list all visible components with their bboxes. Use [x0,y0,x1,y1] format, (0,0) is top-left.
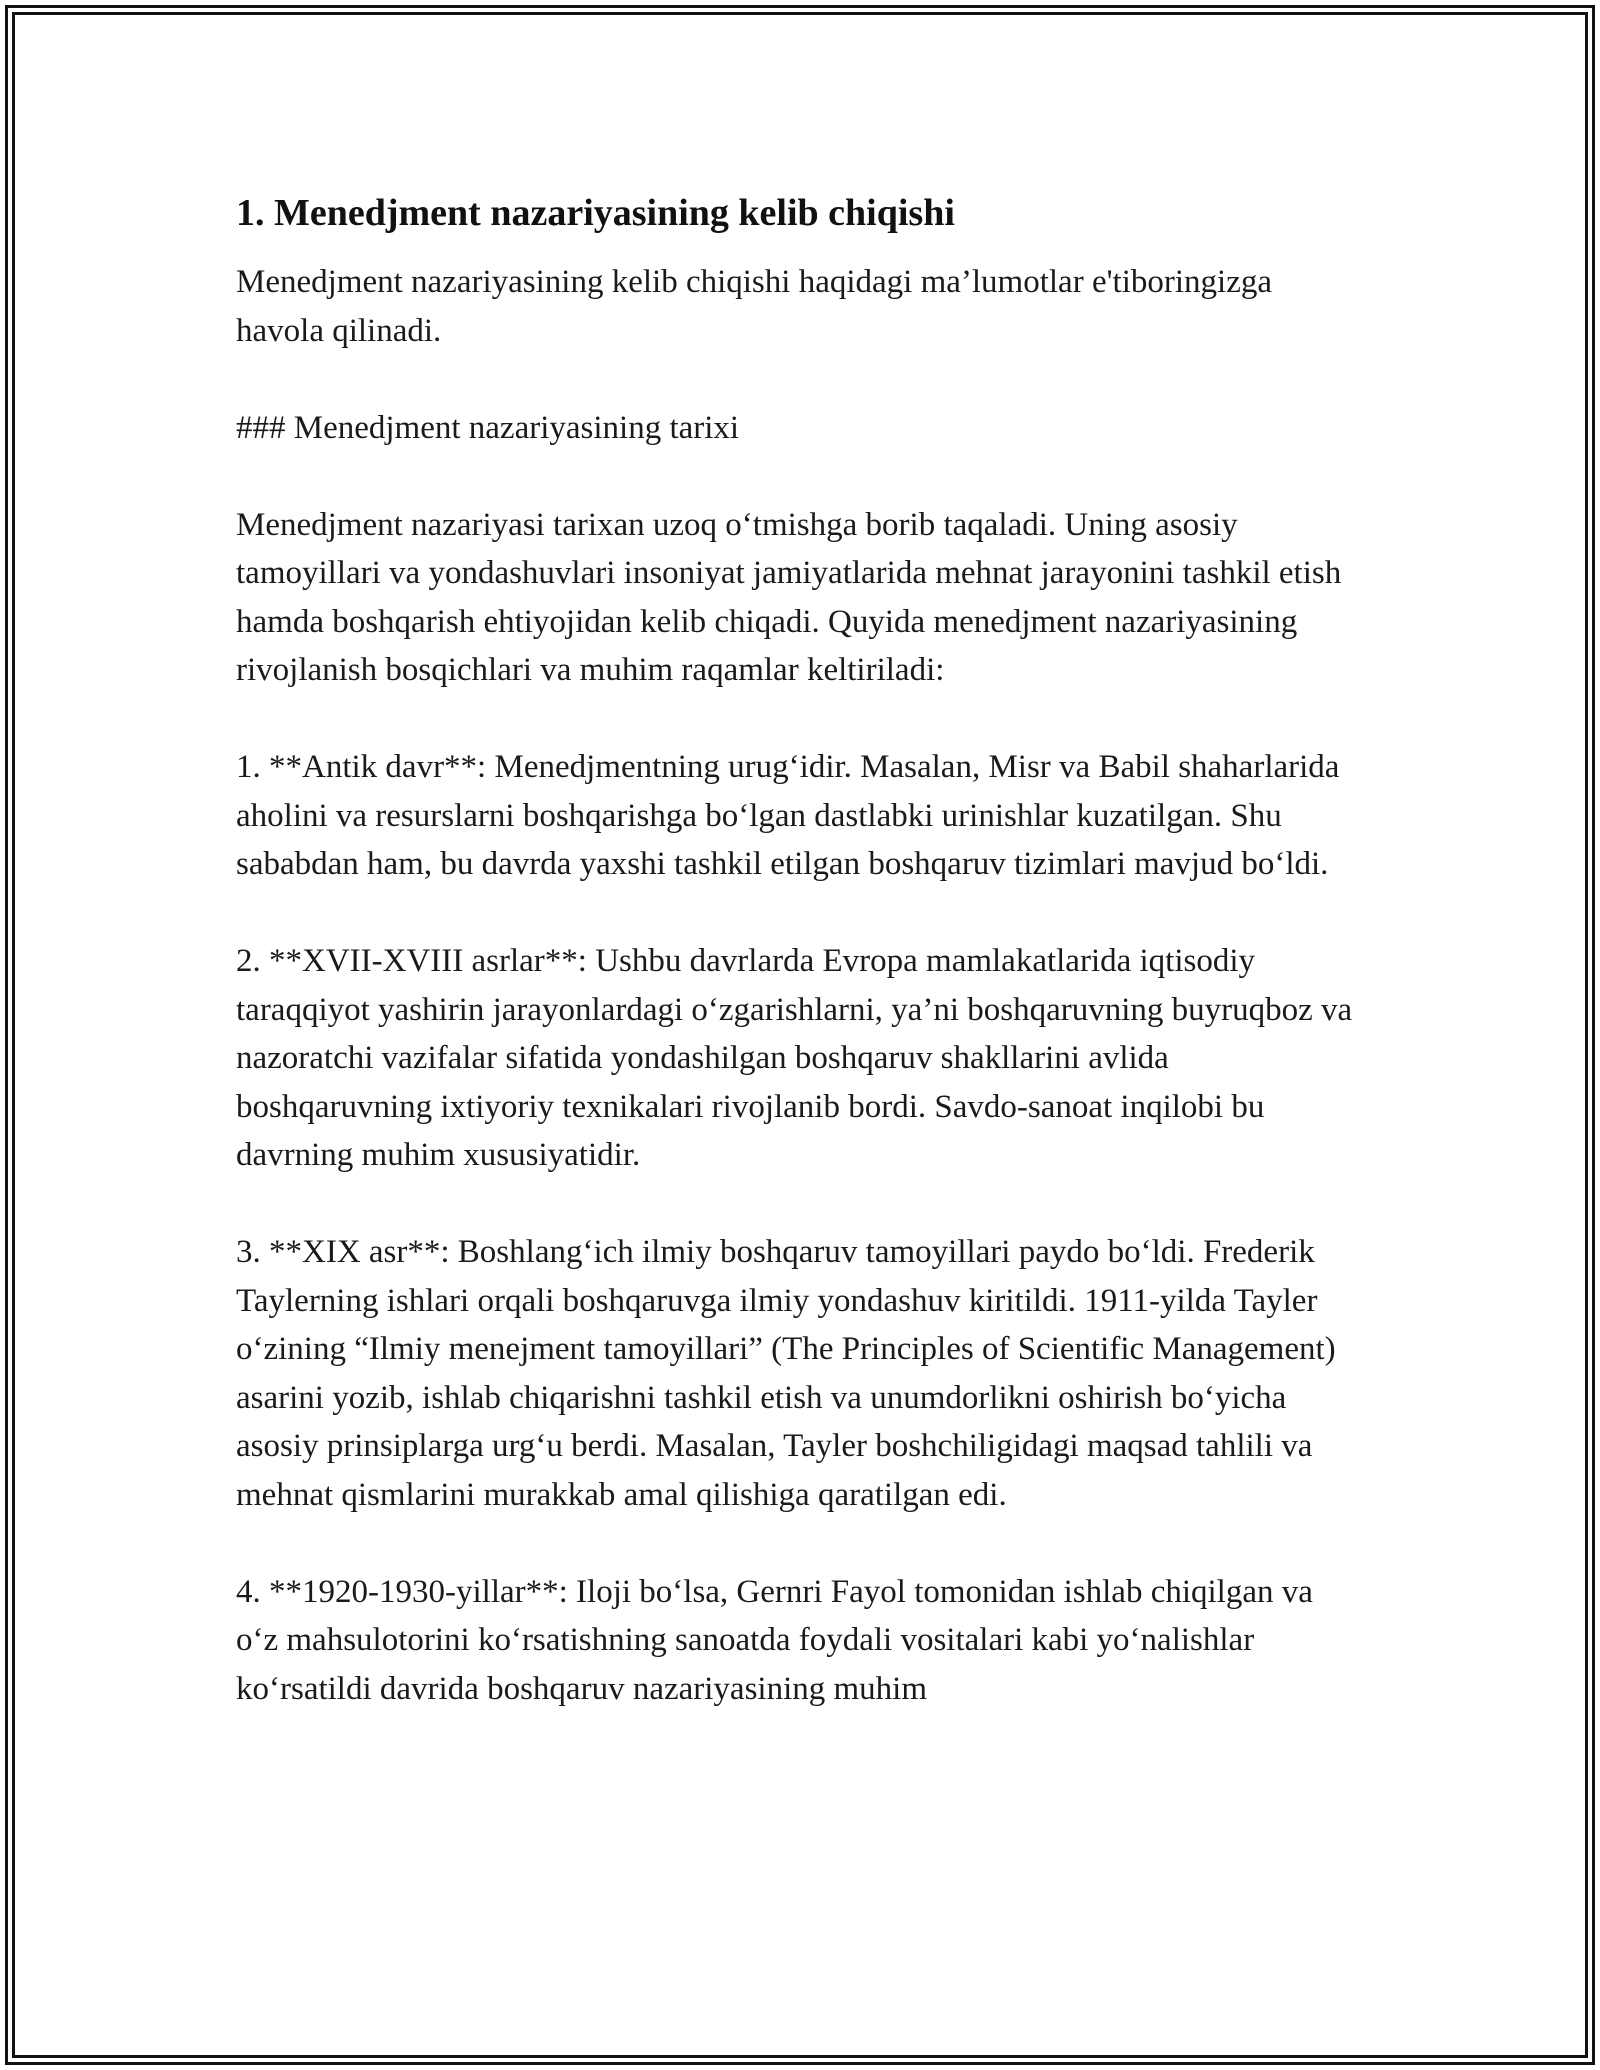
document-body [236,186,1356,1762]
list-item-xvii-xviii: 2. **XVII-XVIII asrlar**: Ushbu davrlarda Evropa mamlakatlarida iqtisodiy taraqqiyot yashirin jarayonlardagi o‘zgarishlarni, ya’ni boshqaruvning buyruqboz va nazoratchi vazifalar sifatida yondashilgan boshqaruv shakllarini avlida boshqaruvning ixtiyoriy texnikalari rivojlanib bordi. Savdo-sanoat inqilobi bu davrning muhim xususiyatidir. [236,943,1353,1173]
intro-paragraph: Menedjment nazariyasining kelib chiqishi haqidagi ma’lumotlar e'tiboringizga havola qilinadi. [236,264,1272,349]
list-item-1920-1930: 4. **1920-1930-yillar**: Iloji bo‘lsa, Gernri Fayol tomonidan ishlab chiqilgan va o‘z mahsulotorini ko‘rsatishning sanoatda foydali vositalari kabi yo‘nalishlar ko‘rsatildi davrida boshqaruv nazariyasining muhim [236,1573,1313,1707]
section-subheading: ### Menedjment nazariyasining tarixi [236,409,740,446]
list-item-xix-asr: 3. **XIX asr**: Boshlang‘ich ilmiy boshqaruv tamoyillari paydo bo‘ldi. Frederik Taylerning ishlari orqali boshqaruvga ilmiy yondashuv kiritildi. 1911-yilda Tayler o‘zining “Ilmiy menejment tamoyillari” (The Principles of Scientific Management) asarini yozib, ishlab chiqarishni tashkil etish va unumdorlikni oshirish bo‘yicha asosiy prinsiplarga urg‘u berdi. Masalan, Tayler boshchiligidagi maqsad tahlili va mehnat qismlarini murakkab amal qilishiga qaratilgan edi. [236,1234,1336,1513]
list-item-antik-davr: 1. **Antik davr**: Menedjmentning urug‘idir. Masalan, Misr va Babil shaharlarida aholini va resurslarni boshqarishga bo‘lgan dastlabki urinishlar kuzatilgan. Shu sababdan ham, bu davrda yaxshi tashkil etilgan boshqaruv tizimlari mavjud bo‘ldi. [236,749,1340,882]
document-title: 1. Menedjment nazariyasining kelib chiqishi [236,192,955,234]
overview-paragraph: Menedjment nazariyasi tarixan uzoq o‘tmishga borib taqaladi. Uning asosiy tamoyillari va yondashuvlari insoniyat jamiyatlarida mehnat jarayonini tashkil etish hamda boshqarish ehtiyojidan kelib chiqadi. Quyida menedjment nazariyasining rivojlanish bosqichlari va muhim raqamlar keltiriladi: [236,506,1342,688]
